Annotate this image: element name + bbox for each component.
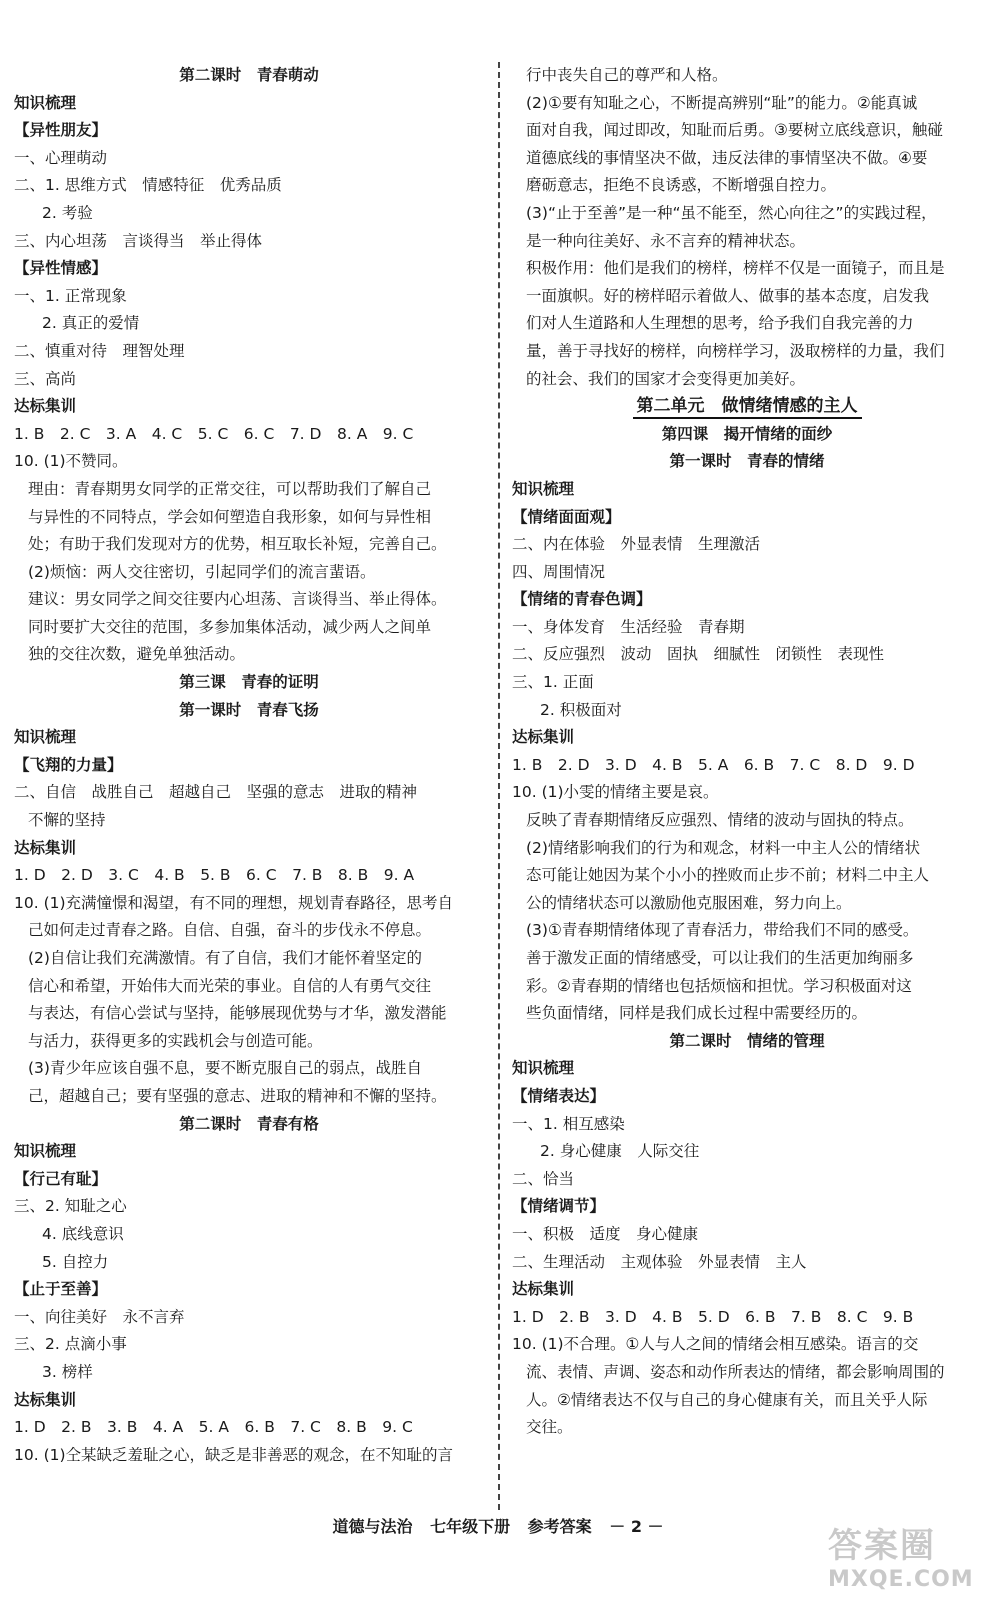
text-line: 二、生理活动 主观体验 外显表情 主人 [512,1252,807,1271]
text-line: 三、内心坦荡 言谈得当 举止得体 [14,231,263,250]
text-line: 流、表情、声调、姿态和动作所表达的情绪，都会影响周围的 [526,1362,945,1381]
text-line: (2)①要有知耻之心，不断提高辨别“耻”的能力。②能真诚 [526,93,918,112]
text-line: 一、1. 相互感染 [512,1114,625,1133]
text-line: 二、内在体验 外显表情 生理激活 [512,535,761,554]
section-heading: 第二课时 青春萌动 [179,66,319,84]
subsection-label: 【情绪的青春色调】 [512,590,652,609]
text-line: 的社会、我们的国家才会变得更加美好。 [526,369,806,388]
text-line: 交往。 [526,1418,573,1437]
watermark-text-bottom: MXQE.COM [828,1567,974,1592]
section-heading: 第四课 揭开情绪的面纱 [661,424,833,443]
footer-page-number: － 2 － [609,1517,664,1536]
text-line: 彩。②青春期的情绪也包括烦恼和担忧。学习积极面对这 [526,976,912,995]
text-line: 1. B 2. D 3. D 4. B 5. A 6. B 7. C 8. D 9. D [512,755,915,774]
footer-label: 参考答案 [527,1517,592,1536]
section-heading: 第一课时 青春的情绪 [669,452,825,471]
text-line: 1. D 2. D 3. C 4. B 5. B 6. C 7. B 8. B 9. A [14,866,415,885]
text-line: (2)自信让我们充满激情。有了自信，我们才能怀着坚定的 [28,949,422,967]
subsection-label: 【行己有耻】 [14,1169,108,1188]
text-line: 一、1. 正常现象 [14,286,127,305]
text-line: 一、心理萌动 [14,148,108,167]
subsection-label: 达标集训 [14,397,77,416]
text-line: 公的情绪状态可以激励他克服困难，努力向上。 [526,893,852,912]
text-line: 二、1. 思维方式 情感特征 优秀品质 [14,176,282,195]
footer-subject: 道德与法治 [332,1517,413,1536]
text-line: 1. B 2. C 3. A 4. C 5. C 6. C 7. D 8. A 9. C [14,424,414,443]
text-line: (3)青少年应该自强不息，要不断克服自己的弱点，战胜自 [28,1059,422,1078]
section-heading: 第三课 青春的证明 [179,673,319,692]
left-column [14,62,484,1469]
text-line: 10. (1)充满憧憬和渴望，有不同的理想，规划青春路径，思考自 [14,893,454,912]
text-line: 独的交往次数，避免单独活动。 [28,645,246,664]
text-line: (3)①青春期情绪体现了青春活力，带给我们不同的感受。 [526,921,919,940]
text-line: 三、1. 正面 [512,673,594,692]
text-line: 2. 考验 [42,203,93,222]
subsection-label: 知识梳理 [512,1059,575,1078]
text-line: 10. (1)不赞同。 [14,452,128,471]
text-line: 2. 身心健康 人际交往 [540,1142,700,1161]
text-line: 道德底线的事情坚决不做，违反法律的事情坚决不做。④要 [526,148,928,167]
text-line: 信心和希望，开始伟大而光荣的事业。自信的人有勇气交往 [28,976,432,995]
section-heading: 第二课时 情绪的管理 [669,1031,825,1050]
text-line: (2)烦恼：两人交往密切，引起同学们的流言蜚语。 [28,562,376,581]
text-line: 积极作用：他们是我们的榜样，榜样不仅是一面镜子，而且是 [526,259,945,278]
unit-heading [512,393,982,421]
text-line: 善于激发正面的情绪感受，可以让我们的生活更加绚丽多 [526,949,914,967]
text-line: 四、周围情况 [512,562,606,581]
text-line: 们对人生道路和人生理想的思考，给予我们自我完善的力 [526,314,914,333]
text-line: (2)情绪影响我们的行为和观念，材料一中主人公的情绪状 [526,838,920,857]
subsection-label: 达标集训 [14,838,77,857]
subsection-label: 【情绪表达】 [512,1086,606,1105]
watermark-text-top: 答案圈 [828,1526,936,1566]
subsection-label: 知识梳理 [14,728,77,747]
text-line: 态可能让她因为某个小小的挫败而止步不前；材料二中主人 [526,866,930,885]
unit-heading-text: 第二单元 做情绪情感的主人 [633,396,862,419]
text-line: 磨砺意志，拒绝不良诱惑，不断增强自控力。 [526,176,837,195]
subsection-label: 【止于至善】 [14,1280,108,1299]
subsection-label: 【飞翔的力量】 [14,755,123,774]
subsection-label: 知识梳理 [14,93,77,112]
text-line: 面对自我，闻过即改，知耻而后勇。③要树立底线意识，触碰 [526,121,943,140]
text-line: (3)“止于至善”是一种“虽不能至，然心向往之”的实践过程， [526,203,937,222]
text-line: 1. D 2. B 3. D 4. B 5. D 6. B 7. B 8. C 9. B [512,1307,914,1326]
text-line: 3. 榜样 [42,1362,93,1381]
text-line: 二、反应强烈 波动 固执 细腻性 闭锁性 表现性 [512,645,885,664]
text-line: 些负面情绪，同样是我们成长过程中需要经历的。 [526,1004,868,1023]
subsection-label: 知识梳理 [512,479,575,498]
text-line: 是一种向往美好、永不言弃的精神状态。 [526,231,806,250]
footer-grade: 七年级下册 [430,1517,511,1536]
watermark-logo [828,1518,978,1594]
text-line: 一、向往美好 永不言弃 [14,1307,185,1326]
subsection-label: 达标集训 [512,1280,575,1299]
text-line: 己，超越自己；要有坚强的意志、进取的精神和不懈的坚持。 [28,1086,447,1105]
text-line: 处；有助于我们发现对方的优势，相互取长补短，完善自己。 [28,535,447,554]
text-line: 2. 积极面对 [540,700,622,719]
section-heading: 第一课时 青春飞扬 [179,700,319,719]
text-line: 10. (1)仝某缺乏羞耻之心，缺乏是非善恶的观念，在不知耻的言 [14,1445,454,1464]
subsection-label: 【异性朋友】 [14,121,108,140]
text-line: 理由：青春期男女同学的正常交往，可以帮助我们了解自己 [28,479,432,498]
text-line: 不懈的坚持 [28,811,106,830]
text-line: 己如何走过青春之路。自信、自强，奋斗的步伐永不停息。 [28,921,432,940]
column-divider [498,62,500,1510]
subsection-label: 达标集训 [14,1390,77,1409]
text-line: 与异性的不同特点，学会如何塑造自我形象，如何与异性相 [28,507,432,526]
text-line: 10. (1)不合理。①人与人之间的情绪会相互感染。语言的交 [512,1335,919,1354]
subsection-label: 知识梳理 [14,1142,77,1161]
text-line: 一、身体发育 生活经验 青春期 [512,617,745,636]
right-column [512,62,982,1442]
text-line: 二、恰当 [512,1169,575,1188]
text-line: 一、积极 适度 身心健康 [512,1224,699,1243]
text-line: 与活力，获得更多的实践机会与创造可能。 [28,1031,323,1050]
text-line: 一面旗帜。好的榜样昭示着做人、做事的基本态度，启发我 [526,286,930,305]
text-line: 同时要扩大交往的范围，多参加集体活动，减少两人之间单 [28,617,432,636]
text-line: 三、高尚 [14,369,77,388]
text-line: 行中丧失自己的尊严和人格。 [526,66,728,84]
text-line: 人。②情绪表达不仅与自己的身心健康有关，而且关乎人际 [526,1390,928,1409]
text-line: 5. 自控力 [42,1252,109,1271]
text-line: 与表达，有信心尝试与坚持，能够展现优势与才华，激发潜能 [28,1004,447,1023]
text-line: 三、2. 点滴小事 [14,1335,127,1354]
text-line: 建议：男女同学之间交往要内心坦荡、言谈得当、举止得体。 [28,590,447,609]
text-line: 二、自信 战胜自己 超越自己 坚强的意志 进取的精神 [14,783,418,802]
text-line: 4. 底线意识 [42,1224,124,1243]
text-line: 10. (1)小雯的情绪主要是哀。 [512,783,719,802]
subsection-label: 【情绪调节】 [512,1197,606,1216]
text-line: 量，善于寻找好的榜样，向榜样学习，汲取榜样的力量，我们 [526,341,945,360]
text-line: 三、2. 知耻之心 [14,1197,127,1216]
subsection-label: 达标集训 [512,728,575,747]
text-line: 反映了青春期情绪反应强烈、情绪的波动与固执的特点。 [526,811,914,830]
subsection-label: 【异性情感】 [14,259,108,278]
text-line: 2. 真正的爱情 [42,314,140,333]
section-heading: 第二课时 青春有格 [179,1114,319,1133]
text-line: 二、慎重对待 理智处理 [14,341,185,360]
text-line: 1. D 2. B 3. B 4. A 5. A 6. B 7. C 8. B 9. C [14,1418,413,1437]
subsection-label: 【情绪面面观】 [512,507,621,526]
